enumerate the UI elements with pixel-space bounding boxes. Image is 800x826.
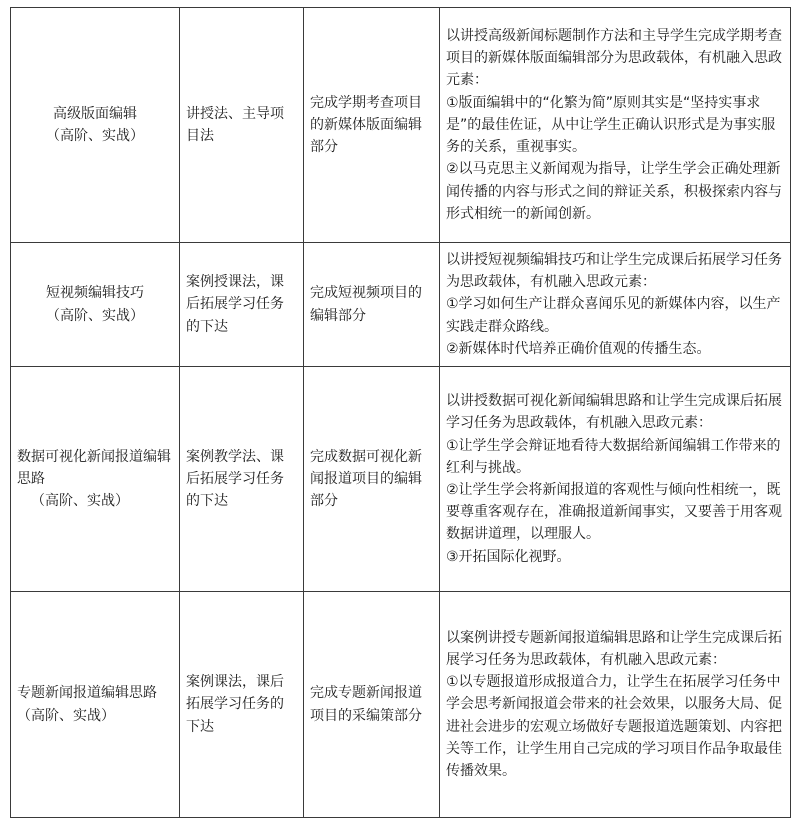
content-point: ②让学生学会将新闻报道的客观性与倾向性相统一，既要尊重客观存在，准确报道新闻事实，又要善于用客观数据讲道理，以理服人。 bbox=[446, 482, 782, 543]
method-cell: 案例教学法、课后拓展学习任务的下达 bbox=[180, 367, 304, 592]
content-point: ②以马克思主义新闻观为指导，让学生学会正确处理新闻传播的内容与形式之间的辩证关系，积极探索内容与形式相统一的新闻创新。 bbox=[446, 161, 782, 222]
content-cell bbox=[440, 367, 791, 592]
course-table bbox=[10, 7, 791, 818]
content-cell bbox=[440, 8, 791, 243]
content-point: ①版面编辑中的“化繁为简”原则其实是“坚持实事求是”的最佳佐证，从中让学生正确认识形式是为事实服务的关系，重视事实。 bbox=[446, 94, 776, 156]
table-row bbox=[11, 367, 791, 592]
content-cell bbox=[440, 243, 791, 367]
content-point: ②新媒体时代培养正确价值观的传播生态。 bbox=[446, 340, 711, 357]
module-name: 短视频编辑技巧 bbox=[46, 285, 144, 302]
module-cell bbox=[11, 8, 180, 243]
content-point: ①让学生学会辩证地看待大数据给新闻编辑工作带来的红利与挑战。 bbox=[446, 437, 781, 476]
module-level: （高阶、实战） bbox=[46, 307, 144, 324]
table-row bbox=[11, 592, 791, 818]
content-point: ①以专题报道形成报道合力，让学生在拓展学习任务中学会思考新闻报道会带来的社会效果，以服务大局、促进社会进步的宏观立场做好专题报道选题策划、内容把关等工作，让学生用自己完成的学习项目作品争取最佳传播效果。 bbox=[446, 674, 782, 779]
module-level: （高阶、实战） bbox=[31, 493, 129, 510]
method-cell: 案例授课法，课后拓展学习任务的下达 bbox=[180, 243, 304, 367]
content-cell bbox=[440, 592, 791, 818]
module-level: （高阶、实战） bbox=[46, 128, 144, 144]
method-cell: 讲授法、主导项目法 bbox=[180, 8, 304, 243]
project-cell: 完成专题新闻报道项目的采编策部分 bbox=[304, 592, 440, 818]
content-intro: 以讲授数据可视化新闻编辑思路和让学生完成课后拓展学习任务为思政载体，有机融入思政元素： bbox=[446, 393, 782, 432]
project-cell: 完成数据可视化新闻报道项目的编辑部分 bbox=[304, 367, 440, 592]
module-cell bbox=[11, 243, 180, 367]
content-intro: 以案例讲授专题新闻报道编辑思路和让学生完成课后拓展学习任务为思政载体，有机融入思政元素： bbox=[446, 629, 782, 668]
content-point: ③开拓国际化视野。 bbox=[446, 548, 571, 565]
content-intro: 以讲授短视频编辑技巧和让学生完成课后拓展学习任务为思政载体，有机融入思政元素： bbox=[446, 251, 782, 291]
table-row bbox=[11, 243, 791, 367]
module-cell bbox=[11, 592, 180, 818]
method-cell: 案例课法，课后拓展学习任务的下达 bbox=[180, 592, 304, 818]
module-cell bbox=[11, 367, 180, 592]
module-name: 专题新闻报道编辑思路（高阶、实战） bbox=[17, 685, 157, 724]
table-row bbox=[11, 8, 791, 243]
module-name: 高级版面编辑 bbox=[53, 105, 137, 122]
module-name: 数据可视化新闻报道编辑思路 bbox=[17, 448, 171, 487]
project-cell: 完成学期考查项目的新媒体版面编辑部分 bbox=[304, 8, 440, 243]
project-cell: 完成短视频项目的编辑部分 bbox=[304, 243, 440, 367]
content-point: ①学习如何生产让群众喜闻乐见的新媒体内容，以生产实践走群众路线。 bbox=[446, 296, 781, 335]
content-intro: 以讲授高级新闻标题制作方法和主导学生完成学期考查项目的新媒体版面编辑部分为思政载体，有机融入思政元素： bbox=[446, 28, 782, 89]
